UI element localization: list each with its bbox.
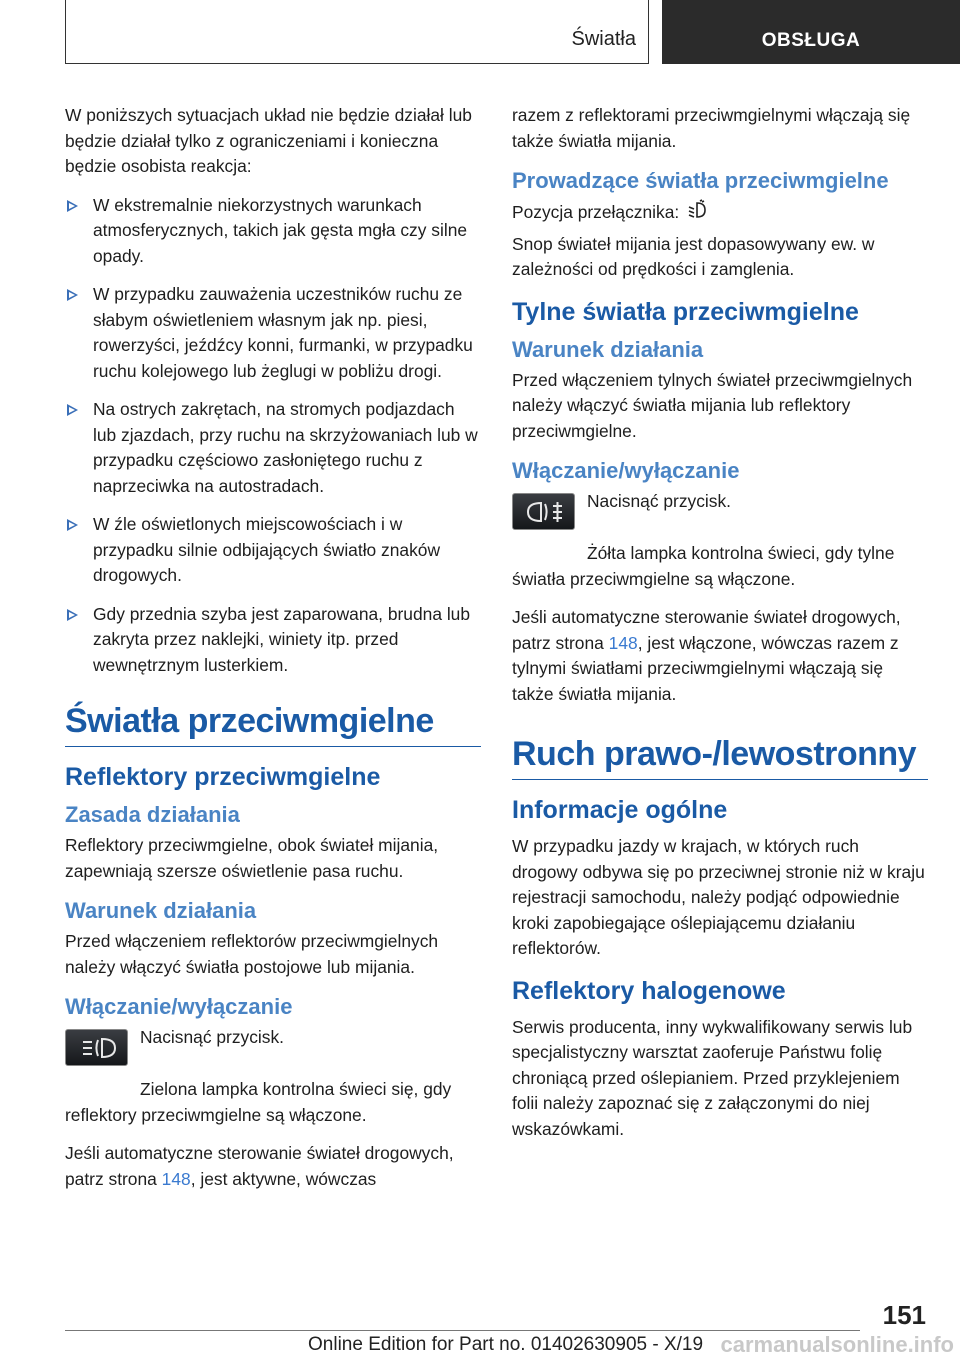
front-press-instruction: Nacisnąć przycisk. bbox=[140, 1027, 284, 1047]
front-fog-button-row bbox=[65, 1025, 481, 1077]
front-fog-button-icon bbox=[65, 1029, 128, 1066]
footer-divider bbox=[65, 1330, 860, 1331]
condition-text: Przed włączeniem reflektorów przeciwmgielnych należy włączyć światła postojowe lub mijania. bbox=[65, 931, 439, 977]
rear-fog-button-icon bbox=[512, 493, 575, 530]
triangle-bullet-icon bbox=[67, 200, 78, 212]
rear-fog-button-row bbox=[512, 489, 928, 541]
subsection-title-guiding-fog: Prowadzące światła przeciwmgielne bbox=[512, 168, 889, 193]
page-ref-link[interactable]: 148 bbox=[161, 1168, 191, 1189]
header-section-title: Światła bbox=[571, 28, 636, 50]
subsection-title-rear-condition: Warunek działania bbox=[512, 336, 704, 362]
beam-adjust-text: Snop świateł mijania jest dopasowywany ew. w zależności od prędkości i zamglenia. bbox=[512, 233, 875, 279]
rear-press-instruction: Nacisnąć przycisk. bbox=[587, 491, 731, 511]
situations-list bbox=[65, 193, 481, 679]
subsection-title-condition: Warunek działania bbox=[65, 898, 257, 923]
subsection-title-principle: Zasada działania bbox=[65, 802, 240, 827]
list-item: W przypadku zauważenia uczestników ruchu ze słabym oświetleniem własnym jak np. piesi, rowerzyści, jeźdźcy konni, furmanki, w przypadku ruchu kolejowego lub żeglugi w pobliżu drogi. bbox=[65, 282, 481, 384]
rear-auto-text: Jeśli automatyczne sterowanie świateł drogowych, patrz strona 148, jest włączone, wówczas razem z tylnymi światłami przeciwmgielnymi włączają się także światła mijania. bbox=[512, 607, 901, 704]
page-ref-link[interactable]: 148 bbox=[608, 632, 638, 653]
section-title-rear-fog: Tylne światła przeciwmgielne bbox=[512, 297, 859, 326]
left-column bbox=[65, 103, 481, 1205]
section-title-halogen: Reflektory halogenowe bbox=[512, 976, 786, 1005]
halogen-text: Serwis producenta, inny wykwalifikowany serwis lub specjalistyczny warsztat zaoferuje Państwu folię chroniącą przed oślepianiem. Przed przyklejeniem folii należy zapoznać się z załączonymi do niej wskazówkami. bbox=[512, 1016, 913, 1139]
header-chapter-tab bbox=[662, 0, 960, 64]
front-auto-text: Jeśli automatyczne sterowanie świateł drogowych, patrz strona 148, jest aktywne, wówczas bbox=[65, 1143, 454, 1189]
triangle-bullet-icon bbox=[67, 609, 78, 621]
rear-indicator-text: Żółta lampka kontrolna świeci, gdy tylne światła przeciwmgielne są włączone. bbox=[512, 543, 895, 589]
right-column bbox=[512, 103, 928, 1155]
intro-paragraph: W poniższych sytuacjach układ nie będzie działał lub będzie działał tylko z ograniczeniami i konieczna będzie osobista reakcja: bbox=[65, 105, 472, 176]
section-title-general-info: Informacje ogólne bbox=[512, 796, 728, 824]
principle-text: Reflektory przeciwmgielne, obok świateł mijania, zapewniają szersze oświetlenie pasa ruchu. bbox=[65, 835, 439, 881]
continuation-text: razem z reflektorami przeciwmgielnymi włączają się także światła mijania. bbox=[512, 105, 911, 151]
triangle-bullet-icon bbox=[67, 519, 78, 531]
subsection-title-onoff: Włączanie/wyłączanie bbox=[65, 994, 293, 1019]
triangle-bullet-icon bbox=[67, 289, 78, 301]
footer-watermark: carmanualsonline.info bbox=[720, 1332, 954, 1357]
section-title-front-fog: Reflektory przeciwmgielne bbox=[65, 763, 381, 791]
general-info-text: W przypadku jazdy w krajach, w których ruch drogowy odbywa się po przeciwnej stronie niż w kraju rejestracji samochodu, należy podjąć odpowiednie kroki zapobiegające oślepiającemu działaniu reflektorów. bbox=[512, 836, 925, 958]
header-chapter-title: OBSŁUGA bbox=[761, 30, 861, 51]
switch-position-text: Pozycja przełącznika: bbox=[512, 199, 928, 229]
list-item: Na ostrych zakrętach, na stromych podjazdach lub zjazdach, przy ruchu na skrzyżowaniach lub w przypadku częściowo zasłoniętego ruchu z naprzeciwka na autostradach. bbox=[65, 397, 481, 499]
triangle-bullet-icon bbox=[67, 404, 78, 416]
list-item: W ekstremalnie niekorzystnych warunkach atmosferycznych, takich jak gęsta mgła czy silne opady. bbox=[65, 193, 481, 270]
list-item: W źle oświetlonych miejscowościach i w przypadku silnie odbijających światło znaków drogowych. bbox=[65, 512, 481, 589]
page-number: 151 bbox=[882, 1300, 926, 1330]
rear-condition-text: Przed włączeniem tylnych świateł przeciwmgielnych należy włączyć światła mijania lub reflektory przeciwmgielne. bbox=[512, 369, 913, 441]
header-section-tab bbox=[65, 0, 649, 64]
chapter-title-fog-lights: Światła przeciwmgielne bbox=[65, 700, 481, 747]
fog-switch-position-icon bbox=[687, 199, 707, 229]
footer-edition: Online Edition for Part no. 01402630905 - X/19 bbox=[308, 1334, 704, 1355]
list-item: Gdy przednia szyba jest zaparowana, brudna lub zakryta przez naklejki, winiety itp. przed wewnętrznym lusterkiem. bbox=[65, 602, 481, 679]
front-indicator-text: Zielona lampka kontrolna świeci się, gdy reflektory przeciwmgielne są włączone. bbox=[65, 1079, 452, 1125]
chapter-title-traffic-side: Ruch prawo-/lewostronny bbox=[512, 733, 928, 780]
subsection-title-rear-onoff: Włączanie/wyłączanie bbox=[512, 458, 740, 483]
